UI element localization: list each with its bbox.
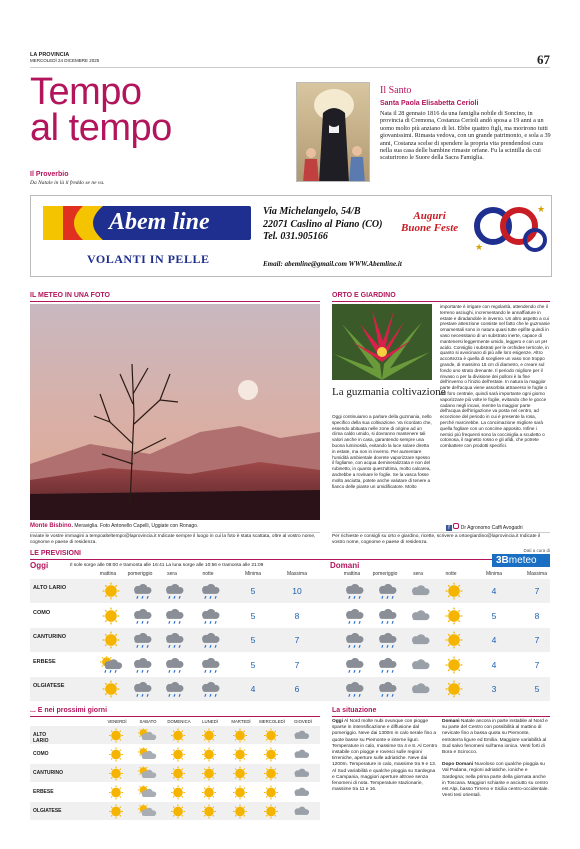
saint-name: Santa Paola Elisabetta Cerioli [380,100,479,107]
weather-rain-icon [376,631,400,654]
weather-rain-icon [131,656,155,679]
situazione-oggi-label: Oggi [332,719,343,724]
photo-place: Monte Bisbino. [30,523,73,529]
weather-sun-icon [99,631,123,654]
proverbio-text: Da Natale in là il freddo se ne va. [30,180,105,186]
weather-rain-icon [199,607,223,630]
next-days-city-name: CANTURINO [33,770,63,776]
weather-rain-icon [343,680,367,703]
weather-cloudsun-icon [137,728,157,748]
newspaper-name: LA PROVINCIA [30,52,70,58]
forecast-city-name: ALTO LARIO [33,585,67,591]
weather-sun-icon [106,728,126,748]
weather-rain-icon [343,582,367,605]
next-day-header: MERCOLEDÌ [259,719,285,724]
weather-sun-icon [168,804,188,824]
situazione-oggi-text: Al Nord molte nubi ovunque con piogge sparse in intensificazione e diffusione dal pomeriggio. Neve dai 1300m in calo serale fino a quote basse su Piemonte e interne liguri. Temperature in calo, massime tra 4 e 8. Al Centro instabile con piogge e rovesci sulle regioni tirreniche, aperture sulle adriatiche. Neve dai 1200m. Temperature in calo, massime tra 9 e 13. Al Sud variabilità e qualche pioggia su Sardegna e Campania, maggiori aperture altrove senza fenomeni di nota. Temperature stazionarie, massime tra 11 e 16. [332,719,438,793]
weather-sun-icon [230,804,250,824]
weather-rain-icon [131,680,155,703]
ad-brand: Abem line [109,209,210,235]
orto-title: La guzmania coltivazione [332,386,446,398]
next-days-city-name: ALTO LARIO [33,732,49,744]
ad-address-line-2: 22071 Caslino al Piano (CO) [263,218,383,230]
weather-rain-icon [163,680,187,703]
weather-rain-icon [199,656,223,679]
weather-rain-icon [343,607,367,630]
next-day-header: MARTEDÌ [231,719,251,724]
orto-info: Per richieste e consigli su orto e giardino, ricette, scrivere a ortoegiardino@laprovincia.it Indicate il vostro nome, cognome e paese di residenza. [332,534,541,546]
page-number: 67 [537,52,550,67]
domani-temp-max: 7 [534,659,540,670]
weather-rain-icon [376,582,400,605]
title-line-2: al tempo [30,107,172,149]
weather-sun-icon [442,656,466,679]
domani-col-sera: sera [413,571,423,577]
situazione-heading: La situazione [332,707,377,714]
weather-sun-icon [99,680,123,703]
advertisement[interactable] [30,195,552,277]
weather-sunrain-icon [99,656,123,679]
weather-sun-icon [230,766,250,786]
photo-caption [30,523,198,529]
domani-label: Domani [330,561,360,570]
weather-cloud-icon [409,631,433,654]
situazione-domani [442,719,550,799]
weather-rain-icon [131,582,155,605]
oggi-temp-max: 6 [294,684,300,694]
proverbio-heading: Il Proverbio [30,171,69,178]
ad-contact: Email: abemline@gmail.com WWW.Abemline.it [263,260,402,268]
ad-address [263,206,382,244]
next-days-city-name: COMO [33,751,49,757]
next-days-heading: ... E nei prossimi giorni [30,707,108,714]
weather-cloudsun-icon [137,804,157,824]
mountain-photo [30,304,320,520]
weather-sun-icon [168,728,188,748]
oggi-minima-header: Minima [244,571,262,577]
oggi-temp-min: 5 [250,586,256,596]
weather-sun-icon [106,766,126,786]
weather-sun-icon [261,728,281,748]
weather-rain-icon [199,582,223,605]
weather-rain-icon [163,631,187,654]
situazione-dopo-text: Nuvoloso con qualche pioggia su Val Padana, regioni adriatiche, ioniche e Sardegna; nella prima parte della giornata anche in Toscana. Maggiori schiarite e asciutto su centro est Alpi, basso Tirreno e Sicilia centro-occidentale. Venti tesi orientali. [442,762,549,799]
weather-cloud-icon [292,804,312,824]
saint-heading: Il Santo [380,85,412,96]
situazione-domani-label: Domani [442,719,460,724]
weather-sun-icon [199,804,219,824]
issue-date: MERCOLEDÌ 24 DICEMBRE 2025 [30,58,100,63]
weather-rain-icon [343,656,367,679]
forecast-city-name: ERBESE [33,658,56,665]
next-day-header: GIOVEDÌ [294,719,312,724]
svg-text:★: ★ [537,204,546,214]
weather-sun-icon [442,631,466,654]
weather-sun-icon [99,582,123,605]
header-divider [30,67,550,68]
ad-logo [43,206,251,240]
provider-logo-3b: 3B [496,555,509,566]
oggi-label: Oggi [30,561,49,570]
weather-cloud-icon [409,680,433,703]
weather-sun-icon [261,804,281,824]
oggi-col-sera: sera [167,571,177,577]
ad-slogan: VOLANTI IN PELLE [87,252,210,266]
weather-cloud-icon [292,728,312,748]
meteo-foto-heading: IL METEO IN UNA FOTO [30,292,110,299]
weather-sun-icon [168,766,188,786]
orto-text-column-1: Oggi continuiamo a parlare della guzmania, nello specifico della sua coltivazione. Va ricordato che, essendo abituata nelle zone di origine ad un clima caldo umido, si dovranno mantenere tali valori anche in casa, garantendo sempre una buona luminosità, evitando la luce solare diretta in estate, ma non in inverno. Per aumentare l'umidità ambientale dovrete vaporizzare spesso il fogliame, con acqua demineralizzata e non del rubinetto, in quanto quest'ultima, molto calcarea, andrebbe a rovinare le foglie. Se la vasca fosse molto asciutta, potete anche valutare di tenere a fianco delle piante un umidificatore. Molto [332,414,432,489]
photo-caption-text: Meraviglia. Foto Antonello Capelli, Uggiate con Ronago. [73,523,199,529]
oggi-temp-min: 4 [250,684,256,694]
provider-caption: Dati a cura di [523,548,550,553]
meteo-foto-divider [30,532,320,533]
next-day-header: VENERDÌ [107,719,127,724]
oggi-temp-min: 5 [250,659,256,670]
forecast-city-name: OLGIATESE [33,683,65,689]
weather-cloud-icon [409,582,433,605]
weather-rain-icon [376,656,400,679]
previsioni-rule [30,559,550,560]
weather-sun-icon [261,766,281,786]
weather-cloud-icon [409,656,433,679]
weather-sun-icon [199,728,219,748]
domani-temp-max: 7 [534,586,540,596]
weather-rain-icon [199,631,223,654]
saint-image [296,82,370,182]
situazione-dopo-label: Dopo Domani [442,762,474,768]
next-day-header: SABATO [139,719,157,724]
domani-temp-min: 4 [491,586,497,596]
orto-heading: ORTO E GIARDINO [332,292,396,299]
weather-rain-icon [163,656,187,679]
orto-rule [332,301,550,302]
guzmania-image [332,304,432,380]
oggi-col-notte: notte [202,571,214,577]
sun-moon-info: Il sole sorge alle 08:00 e tramonta alle 16:41 La luna sorge alle 10:56 e tramonta alle 21:09 [70,563,264,568]
domani-temp-min: 5 [491,610,497,621]
meteo-foto-info: Inviate le vostre immagini a tempoalteltempo@laprovincia.it Indicate sempre il luogo in cui la foto è stata scattata, oltre al vostro nome, cognome e paese di residenza. [30,534,316,546]
weather-rain-icon [163,582,187,605]
weather-rain-icon [376,680,400,703]
next-day-header: DOMENICA [167,719,191,724]
situazione-oggi [332,719,438,793]
provider-logo [486,548,550,568]
next-days-city-name: OLGIATESE [33,808,62,814]
weather-rain-icon [343,631,367,654]
weather-sun-icon [442,582,466,605]
weather-cloud-icon [292,766,312,786]
weather-sun-icon [442,607,466,630]
weather-rain-icon [131,631,155,654]
ad-greeting [401,210,458,234]
next-days-rule [30,716,320,717]
oggi-massima-header: Massima [286,571,307,577]
domani-col-mattina: mattina [343,571,361,577]
ad-greeting-line-1: Auguri [413,210,446,222]
forecast-city-name: CANTURINO [33,634,66,640]
oggi-col-mattina: mattina [99,571,117,577]
orto-divider [332,532,550,533]
domani-temp-max: 5 [534,684,540,694]
weather-sun-icon [99,607,123,630]
domani-minima-header: Minima [485,571,503,577]
ad-phone: Tel. 031.905166 [263,231,328,242]
weather-rain-icon [376,607,400,630]
oggi-temp-max: 8 [294,610,300,621]
instagram-icon[interactable] [453,523,459,529]
weather-sun-icon [106,804,126,824]
title-line-1: Tempo [30,71,142,113]
provider-logo-box [492,554,550,567]
ad-rings-icon [471,200,549,254]
domani-temp-min: 4 [491,635,497,645]
facebook-icon[interactable]: f [446,525,452,531]
page-title [30,71,172,149]
saint-text: Nata il 28 gennaio 1816 da una famiglia nobile di Soncino, in provincia di Cremona, Costanza Cerioli andò sposa a 19 anni a un uomo molto più anziano di lei. Ebbe quattro figli, ma morirono tutti giovanissimi. Rimasta vedova, con un grande patrimonio, e sola a 39 anni, Costanza scelse di spendere la propria vita prendendosi cura nella sua casa delle bambine rimaste orfane. Fu la scintilla da cui scaturirono le Suore della Sacra Famiglia. [380,110,551,162]
domani-massima-header: Massima [526,571,547,577]
oggi-temp-max: 7 [294,635,300,645]
oggi-temp-max: 10 [292,586,302,596]
previsioni-heading: LE PREVISIONI [30,550,81,557]
orto-author [446,523,523,531]
oggi-col-pomeriggio: pomeriggio [127,571,153,577]
next-day-header: LUNEDÌ [202,719,218,724]
situazione-domani-text: Natale ancora in parte instabile al Nord e su parte del Centro con possibilità al mattino di nevicate fino a bassa quota su Piemonte, entroterra ligure ed Emilia. Maggiore variabilità al Sud salvo fenomeni sull'area ionica. Venti forti di Bora e Scirocco. [442,719,548,756]
domani-temp-min: 4 [491,659,497,670]
weather-rain-icon [163,607,187,630]
weather-sun-icon [230,728,250,748]
weather-cloudsun-icon [137,766,157,786]
orto-author-name: Dr Agronomo Caffi Avogadri [460,525,523,531]
forecast-city-name: COMO [33,609,51,616]
weather-rain-icon [199,680,223,703]
oggi-temp-max: 7 [294,659,300,670]
orto-text-column-2: importante è irrigare con regolarità, attendendo che il terreno asciughi, incrementando le annaffiature in estate e diradandole in inverno. Un altro aspetto a cui prestare attenzione consiste nel fatto che le guzmanie ornamentali sono in natura quasi tutte epifite quindi in vaso necessitano di un substrato inerte, capace di mantenersi leggermente umido, leggero e con un pH acido. Consiglio i substrati per le orchidee terricole, in quanto si avvicinano di più alle loro esigenze. Altro accortezza è quella di scegliere un vaso non troppo grande, di massimo 15 cm di diametro, e creare sul fondo uno strato drenante. Il periodo migliore per il rinvaso o per la divisione dei polloni è la fine dell'inverno o l'inizio dell'estate. In natura la maggior parte dell'acqua viene assorbita attraverso le foglie o dal foro centrale, quindi sarà importante ogni giorno vaporizzare più volte le foglie, evitando che le gocce cadano negli incavi, mentre la maggior parte dell'acqua dell'irrigazione va posta nel centro, ad eccezione del periodo in cui è presente la rosa, perché marcirebbe. La concimazione migliore sarà quella fogliare con un concime apposito. Infine i nemici più frequenti sono la cocciniglia a scudetto o cotonosa, il ragnetto rosso e gli afidi, che potrete combattere con prodotti specifici. [440,304,550,449]
oggi-temp-min: 5 [250,635,256,645]
domani-col-pomeriggio: pomeriggio [372,571,398,577]
provider-logo-meteo: meteo [508,555,537,566]
weather-rain-icon [131,607,155,630]
next-days-city-name: ERBESE [33,789,54,795]
masthead [30,52,99,64]
meteo-foto-rule [30,301,320,302]
weather-cloud-icon [409,607,433,630]
domani-col-notte: notte [445,571,457,577]
domani-temp-min: 3 [491,684,497,694]
domani-temp-max: 8 [534,610,540,621]
domani-temp-max: 7 [534,635,540,645]
ad-greeting-line-2: Buone Feste [401,222,459,234]
svg-text:★: ★ [475,242,484,252]
ad-address-line-1: Via Michelangelo, 54/B [263,206,361,217]
situazione-rule [332,716,550,717]
weather-sun-icon [442,680,466,703]
oggi-temp-min: 5 [250,610,256,621]
weather-sun-icon [199,766,219,786]
